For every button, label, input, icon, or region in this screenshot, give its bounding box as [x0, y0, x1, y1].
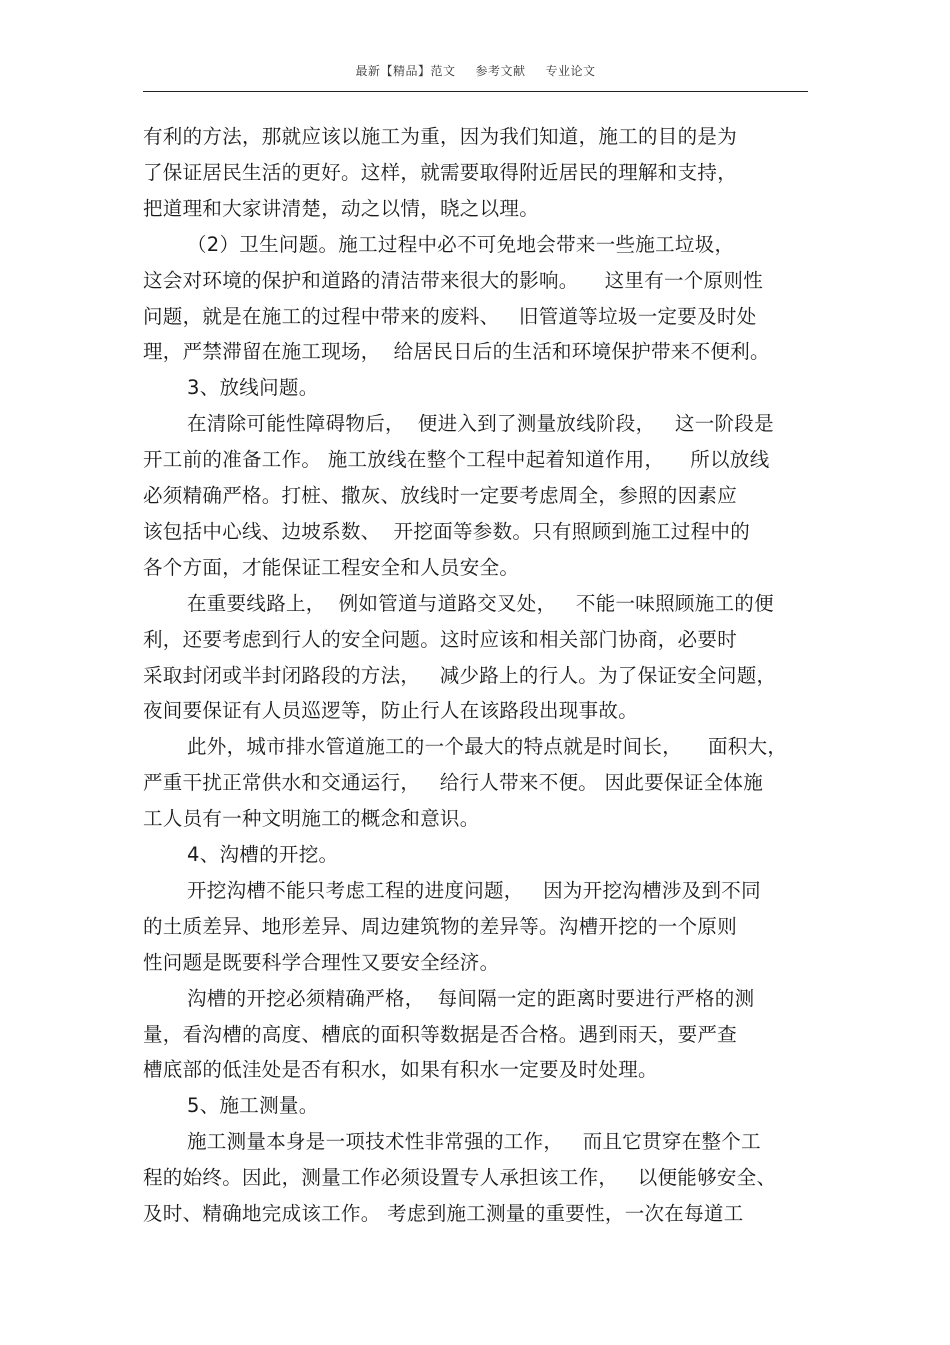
text-line: 这会对环境的保护和道路的清洁带来很大的影响。 这里有一个原则性	[143, 268, 763, 292]
text-line: 开挖沟槽不能只考虑工程的进度问题， 因为开挖沟槽涉及到不同	[187, 878, 761, 902]
header-item-papers: 专业论文	[545, 64, 596, 78]
text-line: 在重要线路上， 例如管道与道路交叉处， 不能一味照顾施工的便	[187, 591, 774, 615]
text-line: 必须精确严格。打桩、撒灰、放线时一定要考虑周全，参照的因素应	[143, 484, 738, 507]
text-line: 此外，城市排水管道施工的一个最大的特点就是时间长， 面积大，	[187, 735, 788, 759]
text-line: 4、沟槽的开挖。	[187, 843, 339, 866]
text-line: 及时、精确地完成该工作。 考虑到施工测量的重要性，一次在每道工	[143, 1202, 744, 1225]
text-line: 5、施工测量。	[187, 1094, 319, 1118]
text-line: 沟槽的开挖必须精确严格， 每间隔一定的距离时要进行严格的测	[187, 986, 755, 1010]
text-line: （2）卫生问题。施工过程中必不可免地会带来一些施工垃圾，	[187, 232, 735, 256]
text-line: 各个方面，才能保证工程安全和人员安全。	[143, 555, 520, 579]
text-line: 该包括中心线、边坡系数、 开挖面等参数。只有照顾到施工过程中的	[143, 519, 750, 543]
text-line: 夜间要保证有人员巡逻等，防止行人在该路段出现事故。	[143, 699, 639, 723]
text-line: 了保证居民生活的更好。这样，就需要取得附近居民的理解和支持，	[143, 160, 738, 184]
text-line: 3、放线问题。	[187, 376, 319, 400]
header-item-fanwen: 最新【精品】范文	[355, 64, 456, 78]
text-line: 采取封闭或半封闭路段的方法， 减少路上的行人。为了保证安全问题，	[143, 663, 777, 687]
text-line: 程的始终。因此，测量工作必须设置专人承担该工作， 以便能够安全、	[143, 1166, 777, 1190]
text-line: 问题，就是在施工的过程中带来的废料、 旧管道等垃圾一定要及时处	[143, 304, 757, 328]
text-line: 把道理和大家讲清楚，动之以情，晓之以理。	[143, 196, 540, 220]
header-item-references: 参考文献	[475, 64, 526, 78]
text-line: 有利的方法，那就应该以施工为重，因为我们知道，施工的目的是为	[143, 125, 738, 148]
text-line: 工人员有一种文明施工的概念和意识。	[143, 807, 480, 831]
text-line: 施工测量本身是一项技术性非常强的工作， 而且它贯穿在整个工	[187, 1130, 761, 1154]
text-line: 理，严禁滞留在施工现场， 给居民日后的生活和环境保护带来不便利。	[143, 340, 770, 364]
text-line: 利，还要考虑到行人的安全问题。这时应该和相关部门协商，必要时	[143, 627, 738, 651]
text-line: 槽底部的低洼处是否有积水，如果有积水一定要及时处理。	[143, 1058, 658, 1082]
text-line: 的土质差异、地形差异、周边建筑物的差异等。沟槽开挖的一个原则	[143, 914, 738, 938]
text-line: 严重干扰正常供水和交通运行， 给行人带来不便。 因此要保证全体施	[143, 771, 763, 795]
text-line: 开工前的准备工作。 施工放线在整个工程中起着知道作用， 所以放线	[143, 448, 770, 472]
page-header	[143, 62, 808, 92]
text-line: 性问题是既要科学合理性又要安全经济。	[143, 950, 500, 974]
text-line: 在清除可能性障碍物后， 便进入到了测量放线阶段， 这一阶段是	[187, 412, 774, 436]
text-line: 量，看沟槽的高度、槽底的面积等数据是否合格。遇到雨天，要严查	[143, 1022, 738, 1046]
